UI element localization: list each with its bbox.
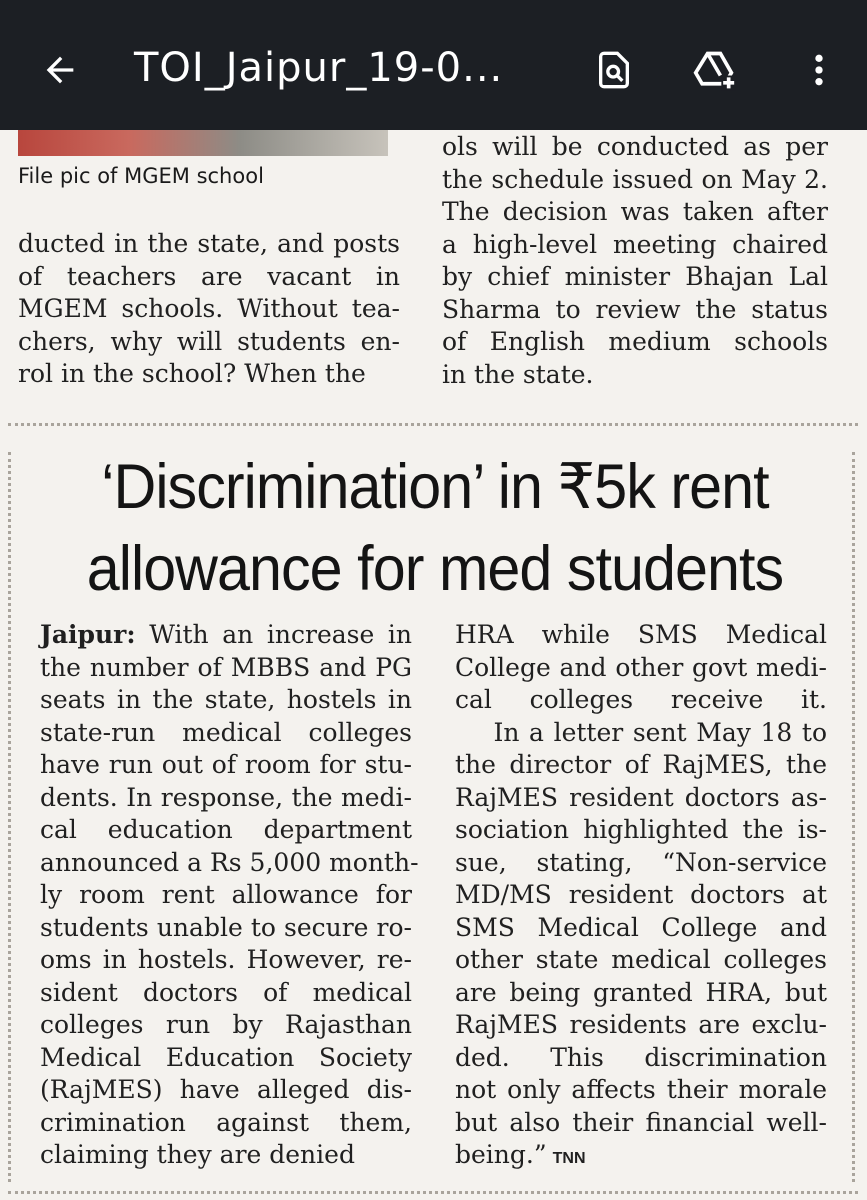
text-line: sident doctors of medical <box>40 977 412 1007</box>
last-line-text: being.” <box>455 1140 547 1169</box>
text-line: ly room rent allowance for <box>40 880 412 909</box>
right-border <box>852 452 855 1182</box>
add-to-drive-icon <box>692 48 736 92</box>
school-photo <box>18 130 388 156</box>
text-line: seats in the state, hostels in <box>40 685 412 714</box>
text-line: colleges run by Rajasthan <box>40 1010 412 1039</box>
article-left-column <box>40 619 419 1172</box>
find-in-page-icon <box>594 50 634 90</box>
previous-story-right-column <box>442 131 828 391</box>
app-bar <box>0 0 867 130</box>
text-line: oms in hostels. However, re- <box>40 945 412 974</box>
text-line: the schedule issued on May 2. <box>442 164 828 194</box>
article-last-line <box>455 1139 827 1176</box>
headline-line-2: allowance for med students <box>86 534 784 604</box>
dateline: Jaipur: <box>40 620 136 649</box>
text-line: the number of MBBS and PG <box>40 652 412 682</box>
text-line: (RajMES) have alleged dis- <box>40 1075 412 1104</box>
text-line: but also their financial well- <box>455 1107 827 1137</box>
left-border <box>8 452 11 1182</box>
photo-caption: File pic of MGEM school <box>18 164 264 188</box>
text-line: cal education department <box>40 815 412 844</box>
text-line: ded. This discrimination <box>455 1042 827 1072</box>
news-agency-credit: TNN <box>552 1150 586 1167</box>
text-line: of English medium schools <box>442 327 828 356</box>
text-line: in the state. <box>442 359 594 389</box>
text-line: sue, stating, “Non-service <box>455 847 827 877</box>
text-line: Medical Education Society <box>40 1042 412 1072</box>
text-line: chers, why will students en- <box>18 326 400 356</box>
text-line: the director of RajMES, the <box>455 750 827 779</box>
text-line: announced a Rs 5,000 month- <box>40 847 419 877</box>
text-line: claiming they are denied <box>40 1140 355 1169</box>
text-line: HRA while SMS Medical <box>455 620 827 649</box>
back-button[interactable] <box>38 48 82 92</box>
text-line: RajMES residents are exclu- <box>455 1010 827 1039</box>
text-line: RajMES resident doctors as- <box>455 782 827 812</box>
text-line: sociation highlighted the is- <box>455 815 827 844</box>
previous-story-left-column <box>18 228 400 391</box>
text-line: rol in the school? When the <box>18 359 366 388</box>
text-line: cal colleges receive it. <box>455 685 827 714</box>
text-line: are being granted HRA, but <box>455 977 827 1007</box>
article-right-column <box>455 619 827 1176</box>
arrow-back-icon <box>40 50 80 90</box>
text-line: Sharma to review the status <box>442 294 828 324</box>
find-in-page-button[interactable] <box>590 46 638 94</box>
text-line: MD/MS resident doctors at <box>455 880 827 909</box>
text-line: In a letter sent May 18 to <box>455 717 827 747</box>
document-title: TOI_Jaipur_19-0... <box>134 45 504 91</box>
text-line: MGEM schools. Without tea- <box>18 294 400 323</box>
article-first-line <box>40 619 412 652</box>
text-line: not only affects their morale <box>455 1075 827 1104</box>
bottom-divider <box>8 1191 858 1194</box>
text-line: College and other govt medi- <box>455 652 827 682</box>
text-line: ols will be conducted as per <box>442 132 828 161</box>
article-headline <box>54 446 815 610</box>
more-vert-icon <box>799 50 839 90</box>
text-line: have run out of room for stu- <box>40 750 412 779</box>
text-line: SMS Medical College and <box>455 912 827 942</box>
text-line: crimination against them, <box>40 1107 412 1137</box>
text-line: by chief minister Bhajan Lal <box>442 262 828 291</box>
text-line: state-run medical colleges <box>40 717 412 747</box>
text-line: The decision was taken after <box>442 197 828 226</box>
first-line-text: With an increase in <box>135 620 412 649</box>
text-line: ducted in the state, and posts <box>18 229 400 258</box>
text-line: students unable to secure ro- <box>40 912 412 942</box>
text-line: dents. In response, the medi- <box>40 782 412 812</box>
text-line: other state medical colleges <box>455 945 827 974</box>
more-options-button[interactable] <box>795 46 843 94</box>
headline-line-1: ‘Discrimination’ in ₹5k rent <box>101 452 769 522</box>
add-to-drive-button[interactable] <box>690 46 738 94</box>
text-line: a high-level meeting chaired <box>442 229 828 259</box>
text-line: of teachers are vacant in <box>18 261 400 291</box>
section-divider <box>8 423 858 426</box>
